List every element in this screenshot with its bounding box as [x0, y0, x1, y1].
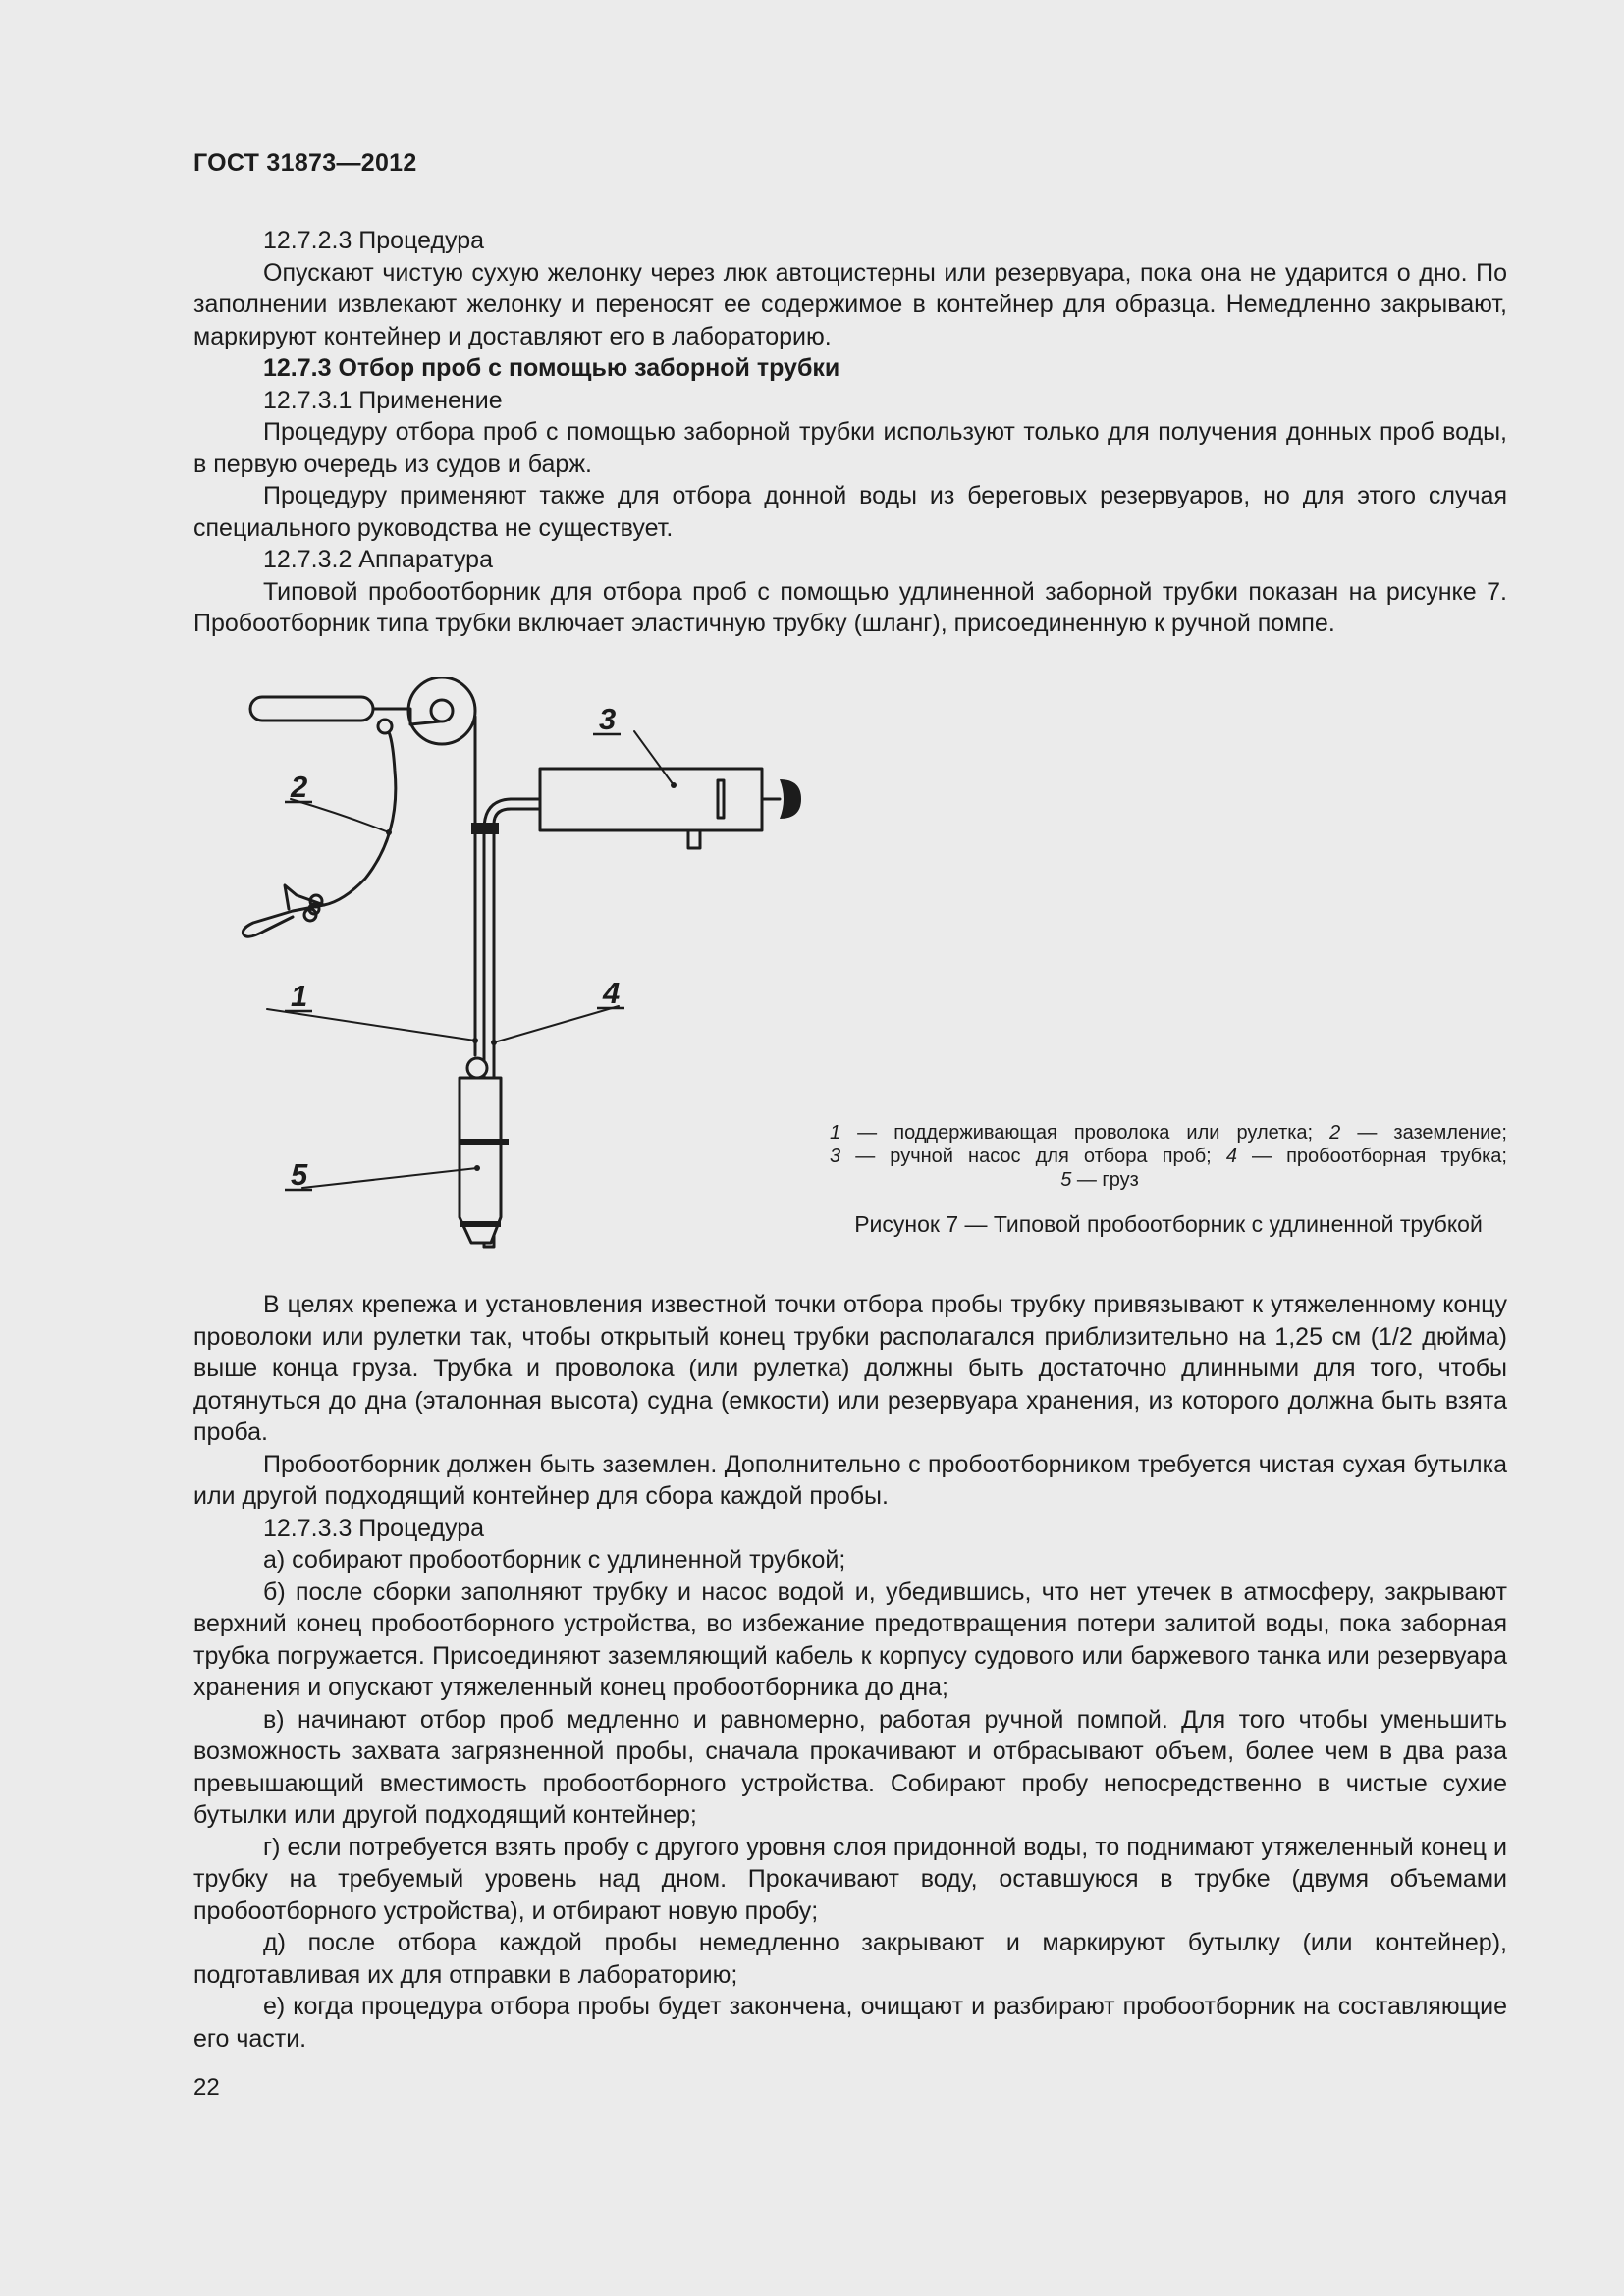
leader-dot: [386, 829, 392, 835]
paragraph: Опускают чистую сухую желонку через люк автоцистерны или резервуара, пока она не ударится о дно. По заполнении извлекают желонку и переносят ее содержимое в контейнер для образца. Немедленно закрывают, маркируют контейнер и доставляют его в лабораторию.: [193, 258, 1507, 350]
label-1: 1: [291, 979, 308, 1013]
weight-band: [460, 1139, 509, 1145]
legend-line-3: 5 — груз: [1060, 1169, 1139, 1191]
weight-band: [460, 1221, 501, 1227]
legend-line-2: 3 — ручной насос для отбора проб; 4 — пробоотборная трубка;: [830, 1146, 1507, 1167]
list-item: б) после сборки заполняют трубку и насос водой и, убедившись, что нет утечек в атмосферу, закрывают верхний конец пробоотборного устройства, во избежание предотвращения потери залитой воды, пока заборная трубка погружается. Присоединяют заземляющий кабель к корпусу судового или баржевого танка или резервуара хранения и опускают утяжеленный конец пробоотборника до дна;: [193, 1577, 1507, 1701]
tube-clip: [471, 823, 499, 834]
tube-bend: [494, 809, 540, 825]
pump-outlet: [688, 830, 700, 848]
weight-ring: [467, 1058, 487, 1078]
legend-line-1: 1 — поддерживающая проволока или рулетка; 2 — заземление;: [830, 1122, 1507, 1144]
paragraph: Процедуру отбора проб с помощью заборной трубки используют только для получения донных проб воды, в первую очередь из судов и барж.: [193, 418, 1507, 478]
list-item: г) если потребуется взять пробу с другого уровня слоя придонной воды, то поднимают утяжеленный конец и трубку на требуемый уровень над дном. Прокачивают воду, оставшуюся в трубке (двумя объемами пробоотборного устройства), и отбирают новую пробу;: [193, 1833, 1507, 1925]
label-2: 2: [291, 770, 308, 804]
figure-legend: [830, 1121, 1507, 1192]
leader-line-1: [267, 1009, 475, 1041]
leader-line-4: [494, 1006, 619, 1042]
label-4: 4: [603, 976, 621, 1010]
paragraph: Процедуру применяют также для отбора донной воды из береговых резервуаров, но для этого случая специального руководства не существует.: [193, 482, 1507, 542]
list-item: д) после отбора каждой пробы немедленно закрывают и маркируют бутылку (или контейнер), подготавливая их для отправки в лабораторию;: [193, 1929, 1507, 1989]
section-heading: 12.7.3.2 Аппаратура: [263, 546, 493, 573]
section-heading: 12.7.3.3 Процедура: [263, 1514, 485, 1542]
top-text-block: [193, 225, 1507, 640]
sampler-diagram: [187, 677, 844, 1266]
paragraph: Пробоотборник должен быть заземлен. Дополнительно с пробоотборником требуется чистая сухая бутылка или другой подходящий контейнер для сбора каждой пробы.: [193, 1450, 1507, 1510]
pump-knob: [780, 779, 801, 819]
leader-dot: [491, 1040, 497, 1045]
list-item: е) когда процедура отбора пробы будет закончена, очищают и разбирают пробоотборник на составляющие его части.: [193, 1993, 1507, 2053]
grounding-cable: [324, 732, 396, 905]
leader-dot: [472, 1038, 478, 1043]
paragraph: Типовой пробоотборник для отбора проб с помощью удлиненной заборной трубки показан на рисунке 7. Пробоотборник типа трубки включает эластичную трубку (шланг), присоединенную к ручной помпе.: [193, 577, 1507, 637]
weight: [460, 1078, 501, 1243]
pulley-wheel: [408, 677, 475, 744]
reel-handle: [250, 697, 373, 721]
document-header: ГОСТ 31873—2012: [193, 149, 417, 177]
leader-dot: [474, 1165, 480, 1171]
section-heading: 12.7.2.3 Процедура: [263, 227, 485, 254]
label-3: 3: [599, 702, 617, 736]
page-number: 22: [193, 2074, 220, 2101]
pump-end-cap: [718, 780, 724, 818]
list-item: в) начинают отбор проб медленно и равномерно, работая ручной помпой. Для того чтобы уменьшить возможность захвата загрязненной пробы, сначала прокачивают и отбрасывают объем, более чем в два раза превышающий вместимость пробоотборного устройства. Собирают пробу непосредственно в чистые сухие бутылки или другой подходящий контейнер;: [193, 1705, 1507, 1829]
leader-dot: [671, 782, 677, 788]
hand-pump-body: [540, 769, 762, 830]
list-item: а) собирают пробоотборник с удлиненной трубкой;: [263, 1546, 846, 1574]
paragraph: В целях крепежа и установления известной точки отбора пробы трубку привязывают к утяжеленному концу проволоки или рулетки так, чтобы открытый конец трубки располагался приблизительно на 1,25 см (1/2 дюйма) выше конца груза. Трубка и проволока (или рулетка) должны быть достаточно длинными для того, чтобы дотянуться до дна (эталонная высота) судна (емкости) или резервуара хранения, из которого должна быть взята проба.: [193, 1291, 1507, 1446]
section-heading: 12.7.3.1 Применение: [263, 386, 503, 414]
leader-line-5: [302, 1168, 477, 1188]
section-heading-bold: 12.7.3 Отбор проб с помощью заборной трубки: [263, 354, 840, 382]
figure-caption: Рисунок 7 — Типовой пробоотборник с удлиненной трубкой: [854, 1211, 1483, 1237]
sampler-figure: [187, 677, 844, 1266]
leader-line-2: [291, 799, 389, 832]
label-5: 5: [291, 1157, 308, 1192]
bottom-text-block: [193, 1289, 1507, 2055]
